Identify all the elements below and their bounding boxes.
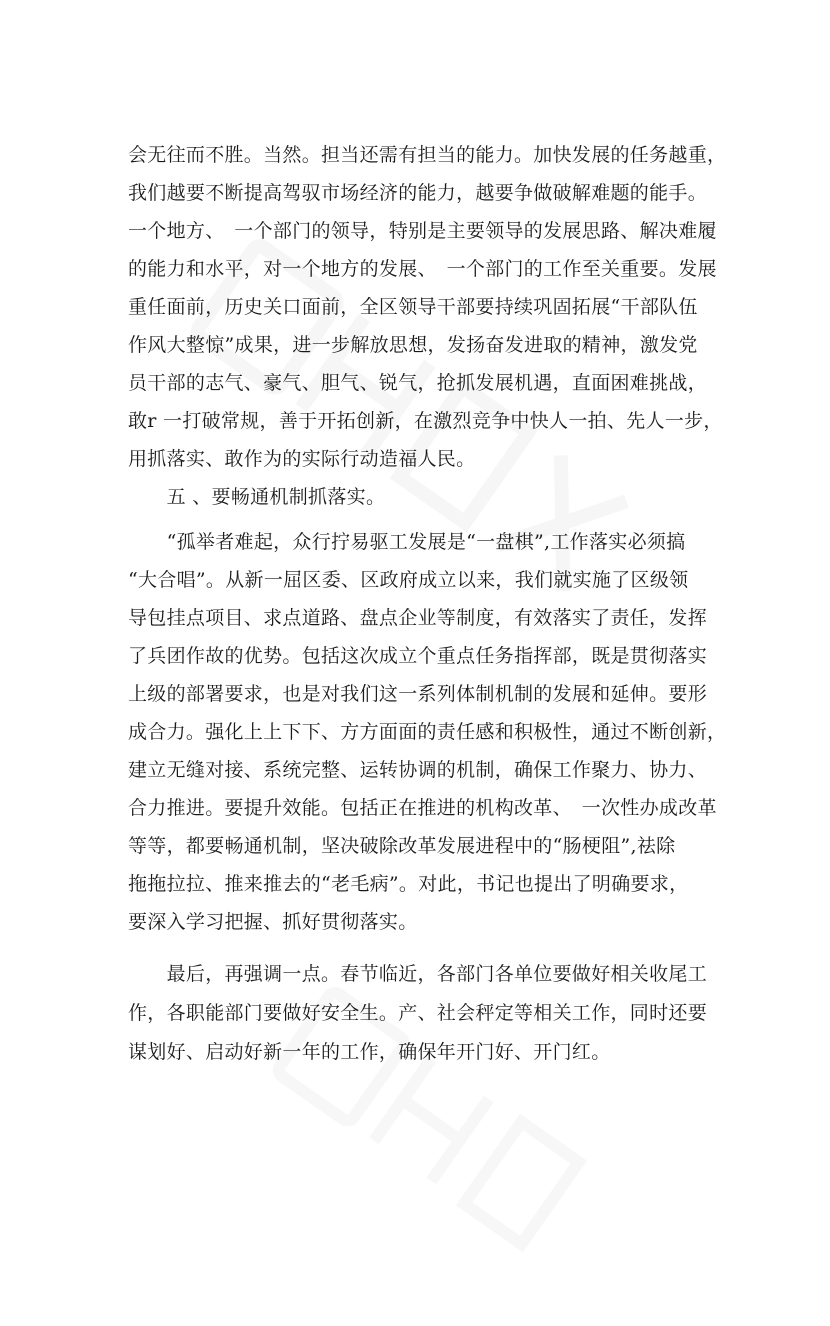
text-line-5: 重任面前，历史关口面前，全区领导干部要持续巩固拓展“干部队伍 bbox=[128, 296, 698, 318]
text-line-9: 用抓落实、敢作为的实际行动造福人民。 bbox=[128, 448, 476, 470]
text-line-22: 最后，再强调一点。春节临近，各部门各单位要做好相关收尾工 bbox=[128, 963, 708, 985]
text-line-12: “大合唱”。从新一屈区委、区政府成立以来，我们就实施了区级领 bbox=[128, 569, 689, 591]
text-line-20: 拖拖拉拉、推来推去的“老毛病”。对此，书记也提出了明确要求， bbox=[128, 873, 689, 895]
text-line-17: 建立无缝对接、系统完整、运转协调的机制，确保工作聚力、协力、 bbox=[128, 759, 708, 781]
text-line-23: 作，各职能部门要做好安全生。产、社会秤定等相关工作，同时还要 bbox=[128, 1002, 708, 1024]
text-line-3: 一个地方、 一个部门的领导，特别是主要领导的发展思路、解决难履 bbox=[128, 220, 717, 242]
text-line-7: 员干部的志气、豪气、胆气、锐气，抢抓发展机遇，直面困难挑战， bbox=[128, 372, 708, 394]
text-line-4: 的能力和水平，对一个地方的发展、 一个部门的工作至关重要。发展 bbox=[128, 258, 717, 280]
text-line-16: 成合力。强化上上下下、方方面面的责任感和积极性，通过不断创新， bbox=[128, 721, 727, 743]
text-line-24: 谋划好、启动好新一年的工作，确保年开门好、开门红。 bbox=[128, 1041, 611, 1063]
text-line-11: “孤举者难起，众行拧易驱工发展是“一盘棋”,工作落实必须搞 bbox=[128, 531, 686, 553]
text-line-8: 敢r 一打破常规，善于开拓创新，在激烈竞争中快人一拍、先人一步， bbox=[128, 410, 723, 432]
text-line-21: 要深入学习把握、抓好贯彻落实。 bbox=[128, 911, 418, 933]
text-line-13: 导包挂点项目、求点道路、盘点企业等制度，有效落实了责任，发挥 bbox=[128, 607, 708, 629]
text-line-6: 作风大整惊”成果，进一步解放思想，发扬奋发进取的精神，激发党 bbox=[128, 334, 698, 356]
text-line-1: 会无往而不胜。当然。担当还需有担当的能力。加快发展的任务越重， bbox=[128, 144, 727, 166]
section-heading-5: 五 、要畅通机制抓落实。 bbox=[128, 486, 386, 508]
text-line-19: 等等，都要畅通机制，坚决破除改革发展进程中的“肠梗阻”,祛除 bbox=[128, 835, 676, 857]
text-line-18: 合力推进。要提升效能。包括正在推进的机构改革、 一次性办成改革 bbox=[128, 797, 717, 819]
text-line-15: 上级的部署要求，也是对我们这一系列体制机制的发展和延伸。要形 bbox=[128, 683, 708, 705]
text-line-2: 我们越要不断提高驾驭市场经济的能力，越要争做破解难题的能手。 bbox=[128, 182, 708, 204]
text-line-14: 了兵团作故的优势。包括这次成立个重点任务指挥部，既是贯彻落实 bbox=[128, 645, 708, 667]
